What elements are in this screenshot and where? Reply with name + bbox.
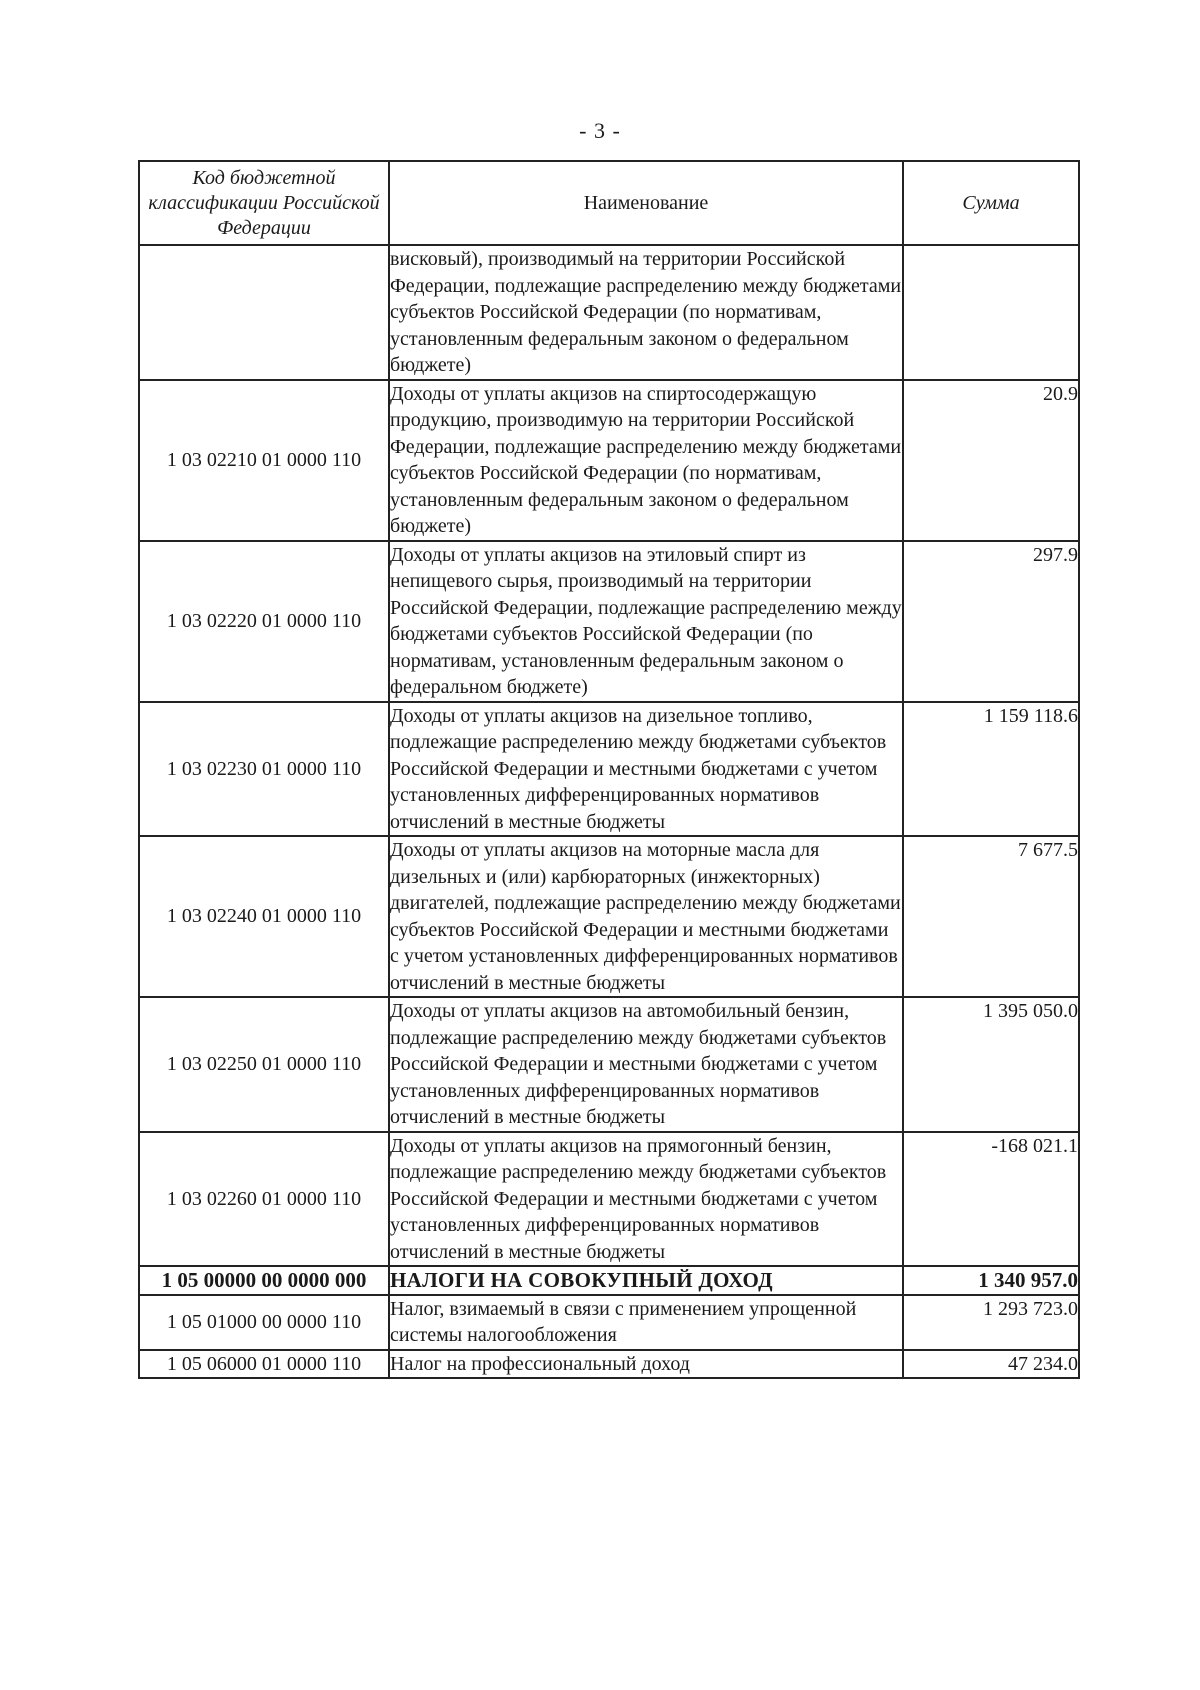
- cell-code: 1 05 01000 00 0000 110: [139, 1295, 389, 1350]
- cell-code: 1 03 02220 01 0000 110: [139, 541, 389, 702]
- table-row-section-total: [139, 1266, 1079, 1295]
- cell-name: Доходы от уплаты акцизов на прямогонный бензин, подлежащие распределению между бюджетами субъектов Российской Федерации и местными бюджетами с учетом установленных дифференцированных нормативов отчислений в местные бюджеты: [389, 1132, 903, 1267]
- cell-name: Доходы от уплаты акцизов на автомобильный бензин, подлежащие распределению между бюджетами субъектов Российской Федерации и местными бюджетами с учетом установленных дифференцированных нормативов отчислений в местные бюджеты: [389, 997, 903, 1132]
- cell-name: Налог, взимаемый в связи с применением упрощенной системы налогообложения: [389, 1295, 903, 1350]
- cell-code: 1 03 02250 01 0000 110: [139, 997, 389, 1132]
- cell-sum: 47 234.0: [903, 1350, 1079, 1379]
- cell-code: [139, 245, 389, 380]
- table-row: [139, 997, 1079, 1132]
- cell-sum: 1 293 723.0: [903, 1295, 1079, 1350]
- cell-sum: [903, 245, 1079, 380]
- cell-code: 1 03 02260 01 0000 110: [139, 1132, 389, 1267]
- cell-code: 1 05 00000 00 0000 000: [139, 1266, 389, 1295]
- table-row: [139, 541, 1079, 702]
- cell-code: 1 03 02210 01 0000 110: [139, 380, 389, 541]
- table-row: [139, 836, 1079, 997]
- cell-sum: 1 395 050.0: [903, 997, 1079, 1132]
- table-row: [139, 1132, 1079, 1267]
- cell-name: Доходы от уплаты акцизов на моторные масла для дизельных и (или) карбюраторных (инжекторных) двигателей, подлежащие распределению между бюджетами субъектов Российской Федерации и местными бюджетами с учетом установленных дифференцированных нормативов отчислений в местные бюджеты: [389, 836, 903, 997]
- cell-sum: -168 021.1: [903, 1132, 1079, 1267]
- cell-sum: 1 340 957.0: [903, 1266, 1079, 1295]
- table-row: [139, 702, 1079, 837]
- table-row: [139, 1295, 1079, 1350]
- cell-code: 1 03 02230 01 0000 110: [139, 702, 389, 837]
- cell-sum: 1 159 118.6: [903, 702, 1079, 837]
- table-row: [139, 1350, 1079, 1379]
- cell-name: висковый), производимый на территории Российской Федерации, подлежащие распределению между бюджетами субъектов Российской Федерации (по нормативам, установленным федеральным законом о федеральном бюджете): [389, 245, 903, 380]
- table-row: [139, 380, 1079, 541]
- budget-revenue-table: [138, 160, 1080, 1379]
- header-name: Наименование: [389, 161, 903, 245]
- table-header-row: [139, 161, 1079, 245]
- page-number: - 3 -: [579, 118, 621, 143]
- cell-name: НАЛОГИ НА СОВОКУПНЫЙ ДОХОД: [389, 1266, 903, 1295]
- cell-sum: 297.9: [903, 541, 1079, 702]
- header-sum: Сумма: [903, 161, 1079, 245]
- cell-sum: 20.9: [903, 380, 1079, 541]
- header-code: Код бюджетной классификации Российской Федерации: [139, 161, 389, 245]
- cell-name: Доходы от уплаты акцизов на спиртосодержащую продукцию, производимую на территории Российской Федерации, подлежащие распределению между бюджетами субъектов Российской Федерации (по нормативам, установленным федеральным законом о федеральном бюджете): [389, 380, 903, 541]
- table-row: [139, 245, 1079, 380]
- cell-name: Доходы от уплаты акцизов на этиловый спирт из непищевого сырья, производимый на территории Российской Федерации, подлежащие распределению между бюджетами субъектов Российской Федерации (по нормативам, установленным федеральным законом о федеральном бюджете): [389, 541, 903, 702]
- cell-code: 1 03 02240 01 0000 110: [139, 836, 389, 997]
- cell-code: 1 05 06000 01 0000 110: [139, 1350, 389, 1379]
- cell-name: Доходы от уплаты акцизов на дизельное топливо, подлежащие распределению между бюджетами субъектов Российской Федерации и местными бюджетами с учетом установленных дифференцированных нормативов отчислений в местные бюджеты: [389, 702, 903, 837]
- cell-name: Налог на профессиональный доход: [389, 1350, 903, 1379]
- cell-sum: 7 677.5: [903, 836, 1079, 997]
